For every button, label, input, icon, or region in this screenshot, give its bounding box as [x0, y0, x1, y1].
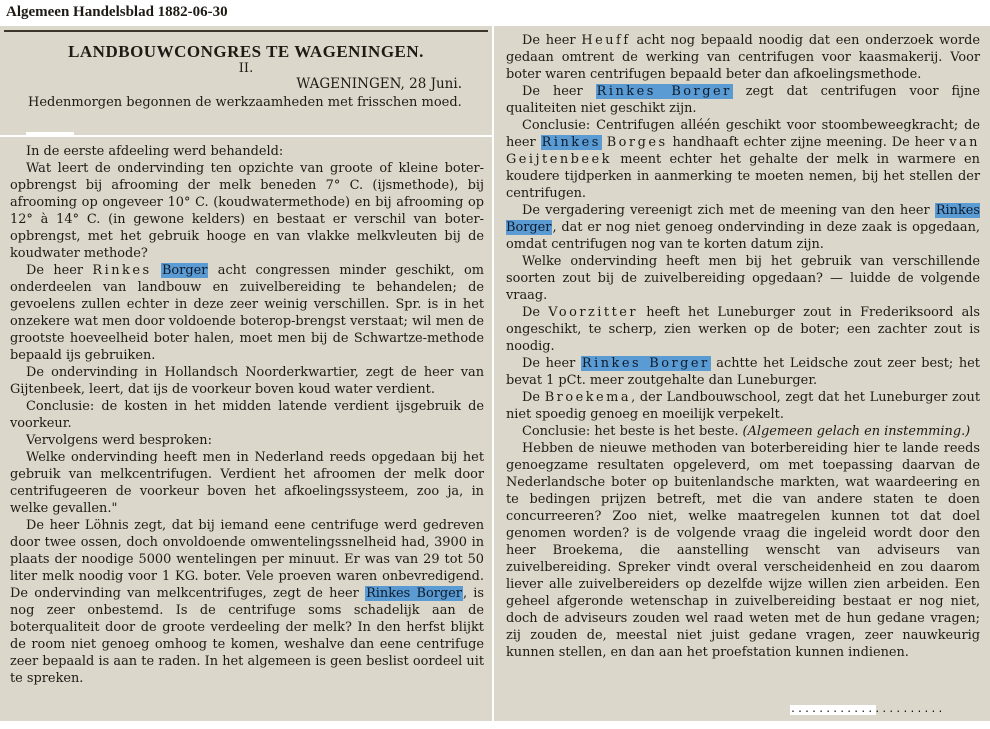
paragraph — [10, 262, 484, 364]
separator-dots-right: ...................... — [790, 704, 945, 715]
highlighted-name: Rinkes Borger — [596, 84, 732, 99]
text-run: Borges — [606, 135, 668, 150]
text-run: achtte het Leidsche zout zeer best; het bevat 1 pCt. meer zoutgehalte dan Luneburger. — [506, 356, 980, 388]
paragraph — [10, 449, 484, 517]
newspaper-caption: Algemeen Handelsblad 1882-06-30 — [0, 0, 488, 26]
clip-left-column — [0, 137, 492, 721]
highlighted-name: Rinkes Borger — [506, 203, 980, 235]
clip-right-column — [494, 26, 990, 721]
text-run: De ondervinding in Hollandsch Noorderkwartier, zegt de heer van Gijtenbeek, leert, dat ijs de voorkeur boven koud water verdient. — [10, 365, 484, 397]
text-run: Wat leert de ondervinding ten opzichte van groote of kleine boter-opbrengst bij afrooming der melk beneden 7° C. (ijsmethode), bij afrooming op ongeveer 10° C. (koudwatermethode) en bij afrooming op 12° à 14° C. (in gewone kelders) en bestaat er verschil van boter-opbrengst, met het gebruik hooge en van vlakke melkvleuten bij de koudwater methode? — [10, 161, 484, 261]
text-run: , der Landbouwschool, zegt dat het Luneburger zout niet spoedig genoeg en moeilijk verpekelt. — [506, 390, 980, 422]
paragraph — [10, 143, 484, 160]
text-run: De — [522, 390, 545, 405]
paragraph — [506, 117, 980, 202]
highlighted-name: Rinkes Borger — [581, 356, 710, 371]
text-run: De vergadering vereenigt zich met de meening van den heer — [522, 203, 935, 218]
text-run: handhaaft echter zijne meening. De heer — [667, 135, 950, 150]
text-run: acht congressen minder geschikt, om onderdeelen van landbouw en zuivelbereiding te behandelen; de gevoelens zullen echter in deze zeer weinig verschillen. Spr. is in het onzekere wat men door voldoende boterop-brengst verstaat; wil men de grootste hoeveelheid boter halen, moet men bij de Schwartze-methode bepaald ijs gebruiken. — [10, 263, 484, 363]
paragraph — [506, 202, 980, 253]
text-run: meent echter het gehalte der melk in warmere en koudere tijdperken in aanmerking te moeten nemen, bij het stellen der centrifugen. — [506, 152, 980, 201]
text-run: De heer — [26, 263, 93, 278]
text-run: De heer Löhnis zegt, dat bij iemand eene centrifuge werd gedreven door twee ossen, doch onvoldoende omwentelingssnelheid had, 3900 in plaats der noodige 5000 wentelingen per minuut. Er was van 29 tot 50 liter melk noodig voor 1 KG. boter. Vele proeven waren onbevredigend. De ondervinding van melkcentrifuges, zegt de heer — [10, 518, 484, 601]
right-column-text — [506, 32, 980, 661]
text-run: Voorzitter — [548, 305, 639, 320]
text-run: De heer — [522, 84, 596, 99]
paragraph — [10, 398, 484, 432]
text-run: (Algemeen gelach en instemming.) — [742, 424, 971, 439]
text-run: Welke ondervinding heeft men in Nederland reeds opgedaan bij het gebruik van melkcentrifugen. Verdient het afroomen der melk door centrifugeeren de voorkeur boven het afkoelingssysteem, zoo ja, in welke gevallen." — [10, 450, 484, 516]
text-run: In de eerste afdeeling werd behandeld: — [26, 144, 284, 159]
paragraph — [506, 355, 980, 389]
lead-paragraph: Hedenmorgen begonnen de werkzaamheden met frisschen moed. — [28, 95, 462, 110]
top-rule — [4, 30, 488, 32]
text-run: Broekema — [544, 390, 632, 405]
text-run: Conclusie: Centrifugen alléén geschikt voor stoombeweegkracht; de heer — [506, 118, 980, 150]
paragraph — [10, 517, 484, 687]
clip-title-section — [0, 26, 492, 135]
text-run: De — [522, 305, 549, 320]
paragraph — [10, 364, 484, 398]
text-run: De heer — [522, 356, 581, 371]
text-run — [152, 263, 161, 278]
text-run: Rinkes — [92, 263, 152, 278]
text-run: Vervolgens werd besproken: — [26, 433, 212, 448]
dateline: WAGENINGEN, 28 Juni. — [296, 76, 462, 92]
paragraph — [10, 432, 484, 449]
paragraph — [506, 389, 980, 423]
text-run: Welke ondervinding heeft men bij het gebruik van verschillende soorten zout bij de zuivelbereiding opgedaan? — luidde de volgende vraag. — [506, 254, 980, 303]
text-run: van Geijtenbeek — [506, 135, 980, 167]
text-run: zegt dat centrifugen voor fijne qualiteiten niet geschikt zijn. — [506, 84, 980, 116]
paragraph — [506, 423, 980, 440]
highlighted-name: Borger — [161, 263, 208, 278]
paragraph — [506, 32, 980, 83]
article-title: LANDBOUWCONGRES TE WAGENINGEN. — [68, 42, 424, 61]
paragraph — [506, 440, 980, 661]
text-run: Conclusie: het beste is het beste. — [522, 424, 743, 439]
paragraph — [506, 304, 980, 355]
text-run: , is nog zeer onbestemd. Is de centrifuge soms schadelijk aan de boterqualiteit door de groote verdeeling der melk? In den herfst blijkt de room niet genoeg omhoog te komen, weshalve dan eene centrifuge zeer bepaald is aan te raden. In het algemeen is geen beslist oordeel uit te spreken. — [10, 586, 484, 686]
text-run: De heer — [522, 33, 582, 48]
paragraph — [506, 83, 980, 117]
text-run: Heuff — [581, 33, 631, 48]
left-column-text — [10, 143, 484, 687]
text-run: acht nog bepaald noodig dat een onderzoek worde gedaan omtrent de werking van centrifugen voor kaasmakerij. Voor boter waren centrifugen bepaald beter dan afkoelingsmethode. — [506, 33, 980, 82]
text-run: Conclusie: de kosten in het midden latende verdient ijsgebruik de voorkeur. — [10, 399, 484, 431]
highlighted-name: Rinkes Borger — [366, 586, 462, 601]
section-number: II. — [238, 61, 254, 76]
text-run: , dat er nog niet genoeg ondervinding in deze zaak is opgedaan, omdat centrifugen nog van te korten datum zijn. — [506, 220, 980, 252]
text-run: Hebben de nieuwe methoden van boterbereiding hier te lande reeds genoegzame resultaten opgeleverd, om met toepassing daarvan de Nederlandsche boter op buitenlandsche markten, wat waardeering en te bedingen prijzen betreft, met die van andere staten te doen concurreeren? Zoo niet, welke maatregelen kunnen tot dat doel genomen worden? is de volgende vraag die ingeleid wordt door den heer Broekema, die aanstelling wenscht van adviseurs van zuivelbereiding. Spreker vindt overal verscheidenheid en zou daarom liever alle zuivelbereiders op dezelfde wijze willen zien arbeiden. Een geheel afgeronde wetenschap in zuivelbereiding bestaat er nog niet, doch de adviseurs zouden wel raad weten met de hun gedane vragen; zij zouden de, meestal niet juist gedane vragen, zeer nauwkeurig kunnen stellen, en dan aan het proefstation kunnen indienen. — [506, 441, 980, 660]
highlighted-name: Rinkes — [541, 135, 601, 150]
text-run: heeft het Luneburger zout in Frederiksoord als ongeschikt, te scherp, zien werken op de boter; een zachter zout is noodig. — [506, 305, 980, 354]
paragraph — [506, 253, 980, 304]
paragraph — [10, 160, 484, 262]
